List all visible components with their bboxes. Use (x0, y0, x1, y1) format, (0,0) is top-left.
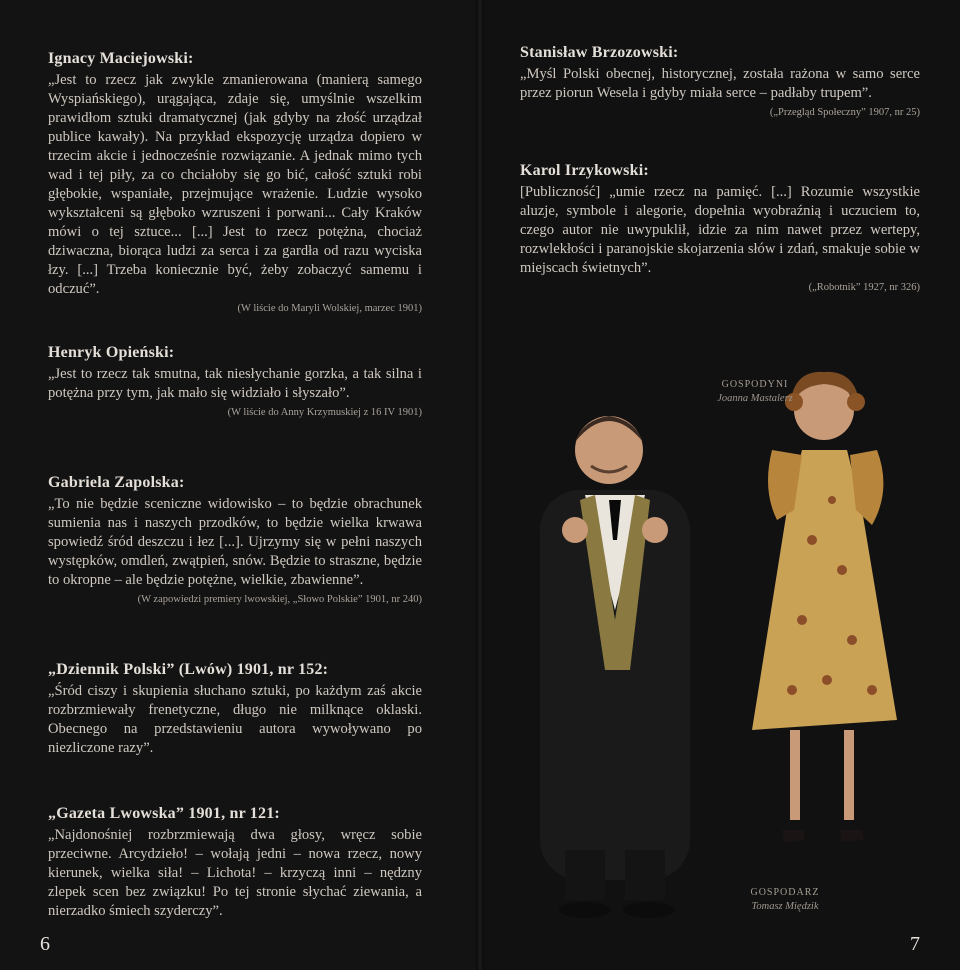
quote-source: (W liście do Anny Krzymuskiej z 16 IV 1901) (227, 407, 422, 418)
quote-opienski (48, 344, 422, 418)
quote-brzozowski (520, 44, 920, 118)
quote-author: Ignacy Maciejowski: (48, 50, 194, 67)
quote-text: „Najdonośniej rozbrzmiewają dwa głosy, wręcz sobie przeciwne. Arcydzieło! – wołają jedni – nowa rzecz, nowy kierunek, wielka siła! – Lichota! – krzyczą inni – nędzny zlepek scen bez związku! Po tej stronie słychać ziewania, a nierzadko śmiech szyderczy”. (48, 827, 422, 919)
quote-gazeta-lwowska (48, 805, 422, 921)
quote-author: Gabriela Zapolska: (48, 474, 185, 491)
hostess-figure (752, 372, 897, 842)
quote-source: („Robotnik” 1927, nr 326) (808, 282, 920, 293)
quote-author: „Gazeta Lwowska” 1901, nr 121: (48, 805, 280, 822)
hostess-role: GOSPODYNI (721, 379, 789, 390)
quote-author: „Dziennik Polski” (Lwów) 1901, nr 152: (48, 661, 329, 678)
quote-source: (W liście do Maryli Wolskiej, marzec 1901) (237, 303, 422, 314)
quote-zapolska (48, 474, 422, 605)
quote-author: Stanisław Brzozowski: (520, 44, 679, 61)
quote-source: („Przegląd Społeczny” 1907, nr 25) (769, 107, 920, 118)
hostess-caption (680, 378, 830, 406)
page-spine (476, 0, 484, 970)
host-figure (540, 416, 690, 918)
quote-text: „To nie będzie sceniczne widowisko – to będzie obrachunek sumienia nas i naszych przodków, to będzie wielka krwawa spowiedź śród deszczu i łez [...]. Ujrzymy się w pełni naszych występków, omdleń, zwątpień, snów. Będzie to straszne, będzie to okropne – ale będzie potężne, wielkie, zbawienne”. (48, 496, 422, 588)
page-number-left: 6 (40, 933, 50, 955)
quote-text: „Jest to rzecz tak smutna, tak niesłychanie gorzka, a tak silna i potężna przy tym, jak mało się widziało i słyszało”. (48, 366, 422, 401)
quote-source: (W zapowiedzi premiery lwowskiej, „Słowo Polskie” 1901, nr 240) (137, 594, 422, 605)
hostess-photo (732, 360, 912, 860)
quote-irzykowski (520, 162, 920, 293)
quote-author: Henryk Opieński: (48, 344, 175, 361)
quote-text: „Śród ciszy i skupienia słuchano sztuki, po każdym zaś akcie rozbrzmiewały frenetyczne, długo nie milknące oklaski. Obecnego na przedstawieniu autora wywoływano po niezliczone razy”. (48, 683, 422, 756)
quote-dziennik-polski (48, 661, 422, 758)
host-role: GOSPODARZ (750, 887, 820, 898)
quote-text: [Publiczność] „umie rzecz na pamięć. [...] Rozumie wszystkie aluzje, symbole i alegorie, dopełnia wyobraźnią i uczuciem to, czego autor nie uwypuklił, idzie za nim nawet przez wertepy, rozwlekłości i paranojskie skojarzenia słów i zdań, smakuje sobie w miejscach świetnych”. (520, 184, 920, 276)
quote-text: „Myśl Polski obecnej, historycznej, została rażona w samo serce przez piorun Wesela i gdyby miała serce – padłaby trupem”. (520, 66, 920, 101)
hostess-actor: Joanna Mastalerz (717, 393, 793, 404)
host-actor: Tomasz Międzik (751, 901, 819, 912)
quote-text: „Jest to rzecz jak zwykle zmanierowana (manierą samego Wyspiańskiego), urągająca, zdaje się, umyślnie wszelkim prawidłom sztuki dramatycznej (jak gdyby na złość urządzał publice kawały). Na przykład ekspozycję urządza dopiero w trzecim akcie i jednocześnie rozwiązanie. A jednak mimo tych wad i tej piły, za co chciałoby się go bić, całość sztuki robi głębokie, wspaniałe, przejmujące wrażenie. Ludzie wysoko wykształceni są głęboko wzruszeni i porwani... Cały Kraków mówi o tej sztuce... [...] Jest to rzecz potężna, chociaż dziwaczna, biorąca ludzi za serca i za gardła od razu wyciska łzy. [...] Trzeba koniecznie być, żeby zobaczyć samemu i odczuć”. (48, 72, 422, 297)
host-caption (710, 886, 860, 914)
page-number-right: 7 (910, 933, 920, 955)
quote-author: Karol Irzykowski: (520, 162, 649, 179)
quote-maciejowski (48, 50, 422, 314)
